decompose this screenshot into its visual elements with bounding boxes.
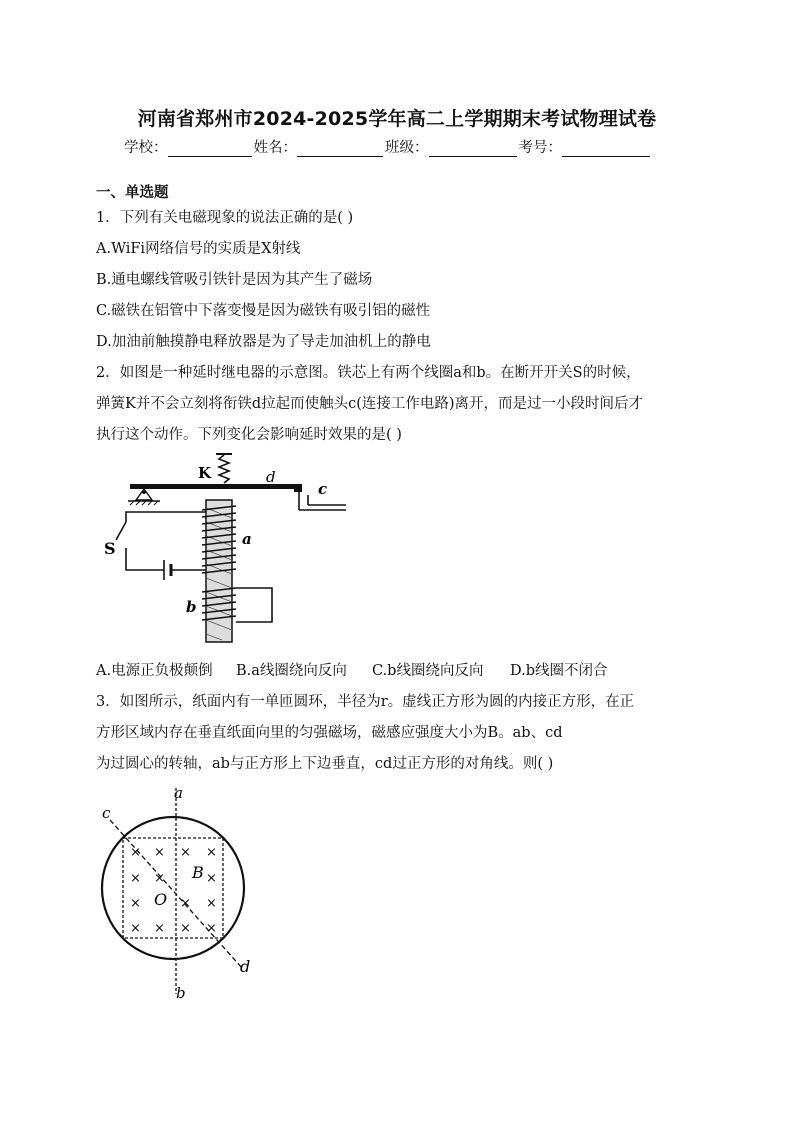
q2-stem-line1: 2．如图是一种延时继电器的示意图。铁芯上有两个线圈a和b。在断开开关S的时候， <box>96 365 641 381</box>
svg-text:×: × <box>180 921 191 936</box>
q1-option-d[interactable]: D.加油前触摸静电释放器是为了导走加油机上的静电 <box>96 334 431 350</box>
q3-stem-line1: 3．如图所示，纸面内有一单匝圆环，半径为r。虚线正方形为圆的内接正方形，在正 <box>96 694 635 710</box>
section-heading: 一、单选题 <box>96 185 169 201</box>
school-label: 学校： <box>124 140 168 156</box>
label-b: b <box>186 598 197 616</box>
label-O: O <box>154 890 168 909</box>
ring-diagram <box>96 782 266 1004</box>
q2-stem-line3: 执行这个动作。下列变化会影响延时效果的是( ) <box>96 427 402 443</box>
q2-option-c[interactable]: C.b线圈绕向反向 <box>372 663 484 679</box>
q1-option-c[interactable]: C.磁铁在铝管中下落变慢是因为磁铁有吸引铝的磁性 <box>96 303 431 319</box>
contact-tip <box>294 485 302 492</box>
q2-option-b[interactable]: B.a线圈绕向反向 <box>236 663 347 679</box>
wire-top <box>126 512 206 522</box>
armature-d <box>130 484 302 489</box>
q2-option-a[interactable]: A.电源正负极颠倒 <box>96 663 213 679</box>
svg-text:×: × <box>154 845 165 860</box>
svg-text:×: × <box>206 896 217 911</box>
label-B: B <box>192 863 204 882</box>
svg-text:×: × <box>206 871 217 886</box>
svg-text:×: × <box>130 896 141 911</box>
label-a: a <box>174 784 183 802</box>
spring-k <box>219 455 229 483</box>
class-field[interactable] <box>429 140 517 157</box>
q2-options <box>96 659 608 680</box>
number-field[interactable] <box>562 140 650 157</box>
svg-text:×: × <box>130 845 141 860</box>
number-label: 考号： <box>518 140 562 156</box>
switch-s <box>116 522 126 540</box>
svg-text:×: × <box>180 845 191 860</box>
page-title: 河南省郑州市2024-2025学年高二上学期期末考试物理试卷 <box>137 108 657 130</box>
relay-diagram <box>96 452 356 648</box>
svg-text:×: × <box>206 921 217 936</box>
label-k: K <box>198 464 212 482</box>
label-b: b <box>176 984 186 1002</box>
class-label: 班级： <box>385 140 429 156</box>
label-a: a <box>242 530 252 548</box>
q2-option-d[interactable]: D.b线圈不闭合 <box>510 663 608 679</box>
svg-text:×: × <box>154 921 165 936</box>
name-label: 姓名： <box>253 140 297 156</box>
svg-text:×: × <box>130 871 141 886</box>
label-s: S <box>104 539 116 558</box>
label-d: d <box>266 468 276 486</box>
field-crosses <box>130 845 217 936</box>
q1-option-a[interactable]: A.WiFi网络信号的实质是X射线 <box>96 241 301 257</box>
q1-stem: 1．下列有关电磁现象的说法正确的是( ) <box>96 210 354 226</box>
student-info-row <box>124 136 652 157</box>
q2-stem-line2: 弹簧K并不会立刻将衔铁d拉起而使触头c(连接工作电路)离开，而是过一小段时间后才 <box>96 396 644 412</box>
q1-option-b[interactable]: B.通电螺线管吸引铁针是因为其产生了磁场 <box>96 272 373 288</box>
svg-text:×: × <box>154 871 165 886</box>
svg-text:×: × <box>130 921 141 936</box>
label-c: c <box>318 480 328 498</box>
q3-stem-line2: 方形区域内存在垂直纸面向里的匀强磁场，磁感应强度大小为B。ab、cd <box>96 725 563 741</box>
label-c: c <box>102 804 111 822</box>
svg-text:×: × <box>180 896 191 911</box>
school-field[interactable] <box>168 140 252 157</box>
q3-stem-line3: 为过圆心的转轴，ab与正方形上下边垂直，cd过正方形的对角线。则( ) <box>96 756 554 772</box>
name-field[interactable] <box>297 140 383 157</box>
label-d: d <box>240 957 251 976</box>
coil-b-loop <box>236 588 272 622</box>
svg-text:×: × <box>206 845 217 860</box>
